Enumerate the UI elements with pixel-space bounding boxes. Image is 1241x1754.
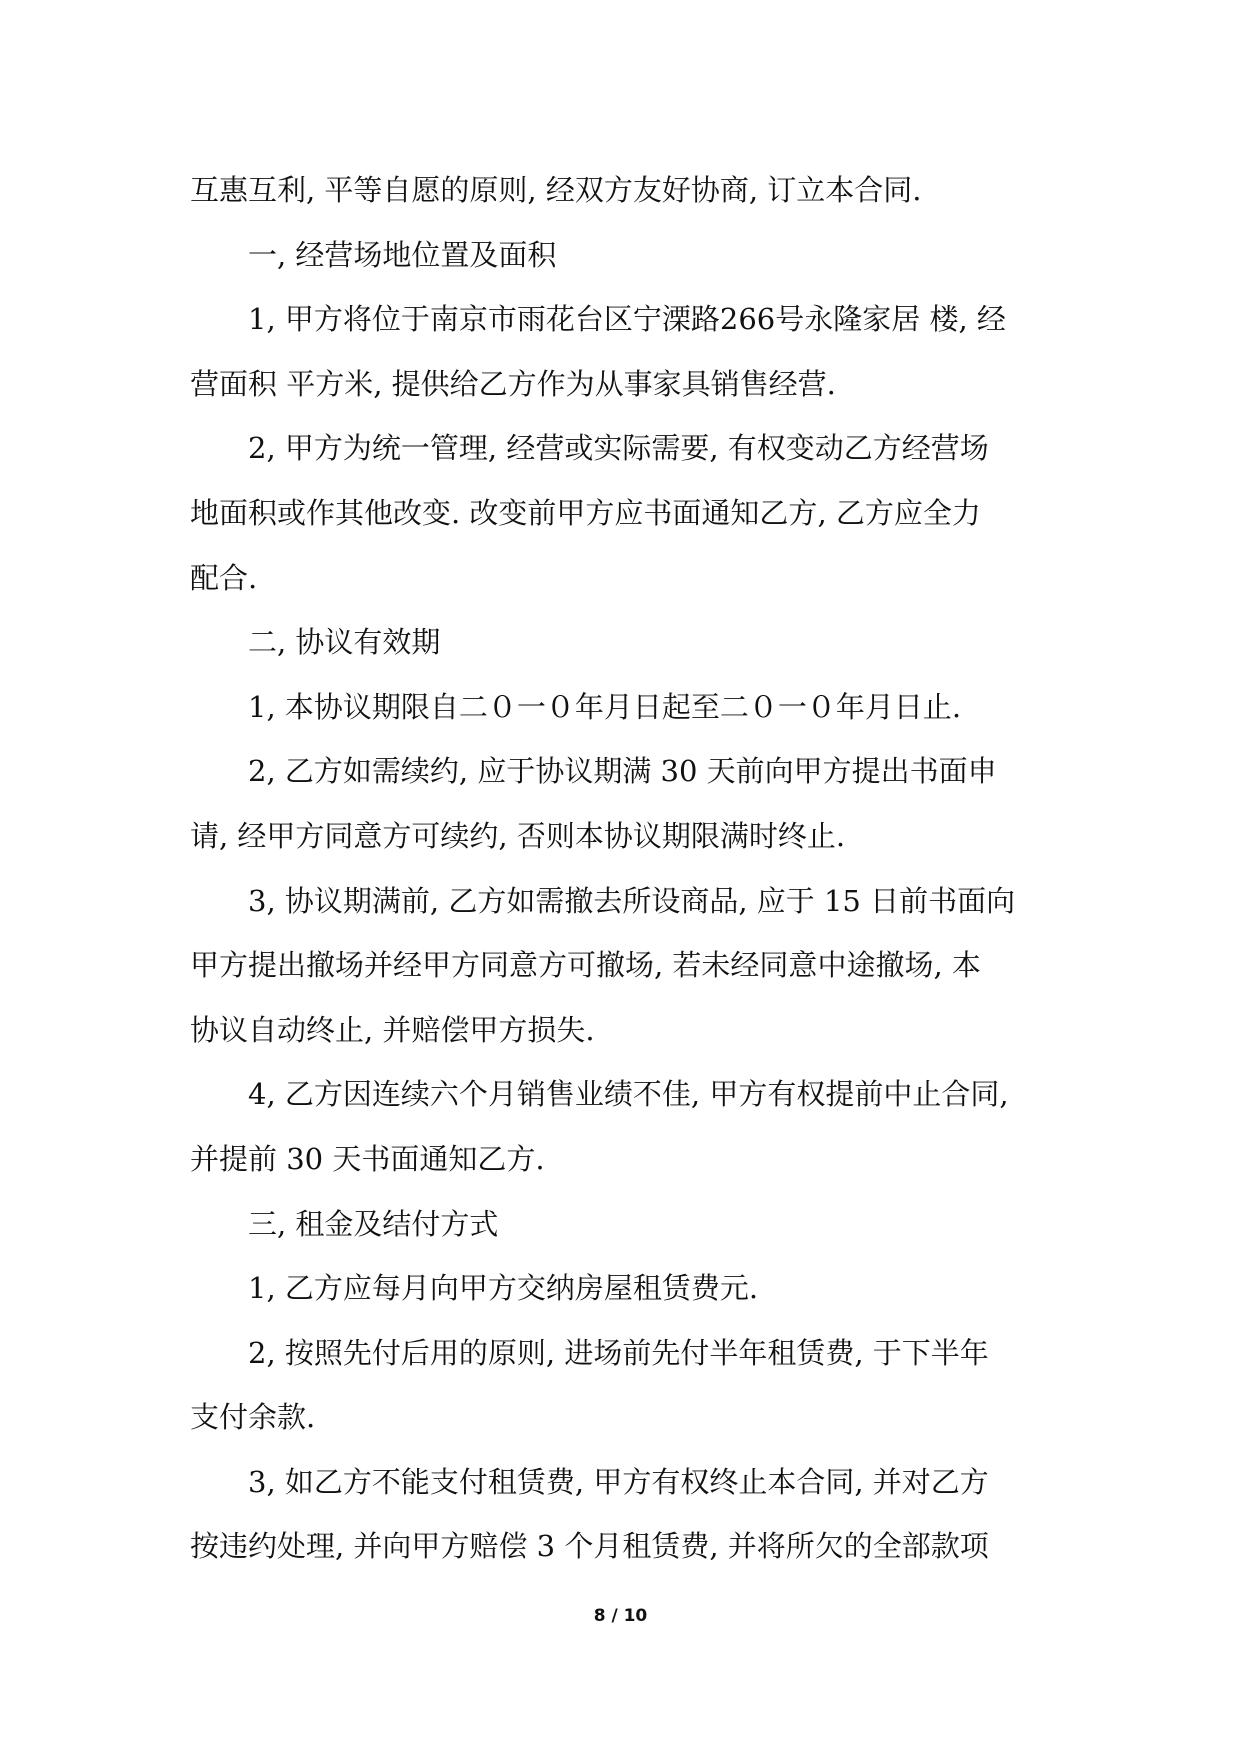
page-number: 8 / 10 (593, 1606, 648, 1626)
document-body (190, 158, 1055, 1579)
section-heading-3: 三, 租金及结付方式 (248, 1206, 499, 1241)
text-line-22: 按违约处理, 并向甲方赔偿 3 个月租赁费, 并将所欠的全部款项 (190, 1529, 989, 1564)
text-line-7: 配合. (190, 560, 258, 595)
text-line-1: 互惠互利, 平等自愿的原则, 经双方友好协商, 订立本合同. (190, 173, 922, 207)
text-line-12: 3, 协议期满前, 乙方如需撤去所设商品, 应于 15 日前书面向 (248, 883, 1016, 918)
text-line-10: 2, 乙方如需续约, 应于协议期满 30 天前向甲方提出书面申 (248, 754, 997, 789)
text-line-20: 支付余款. (190, 1400, 316, 1435)
text-line-5: 2, 甲方为统一管理, 经营或实际需要, 有权变动乙方经营场 (248, 431, 989, 466)
text-line-6: 地面积或作其他改变. 改变前甲方应书面通知乙方, 乙方应全力 (190, 495, 981, 530)
section-heading-2: 二, 协议有效期 (248, 625, 441, 660)
text-line-15: 4, 乙方因连续六个月销售业绩不佳, 甲方有权提前中止合同, (248, 1077, 1009, 1112)
text-line-3: 1, 甲方将位于南京市雨花台区宁溧路266号永隆家居 楼, 经 (248, 302, 1006, 337)
text-line-16: 并提前 30 天书面通知乙方. (190, 1141, 545, 1176)
text-line-13: 甲方提出撤场并经甲方同意方可撤场, 若未经同意中途撤场, 本 (190, 948, 981, 983)
text-line-14: 协议自动终止, 并赔偿甲方损失. (190, 1012, 595, 1047)
text-line-21: 3, 如乙方不能支付租赁费, 甲方有权终止本合同, 并对乙方 (248, 1464, 989, 1499)
text-line-4: 营面积 平方米, 提供给乙方作为从事家具销售经营. (190, 366, 836, 401)
text-line-11: 请, 经甲方同意方可续约, 否则本协议期限满时终止. (190, 818, 846, 853)
text-line-9: 1, 本协议期限自二０一０年月日起至二０一０年月日止. (248, 689, 962, 724)
section-heading-1: 一, 经营场地位置及面积 (248, 237, 557, 272)
text-line-19: 2, 按照先付后用的原则, 进场前先付半年租赁费, 于下半年 (248, 1335, 989, 1370)
text-line-18: 1, 乙方应每月向甲方交纳房屋租赁费元. (248, 1271, 759, 1306)
